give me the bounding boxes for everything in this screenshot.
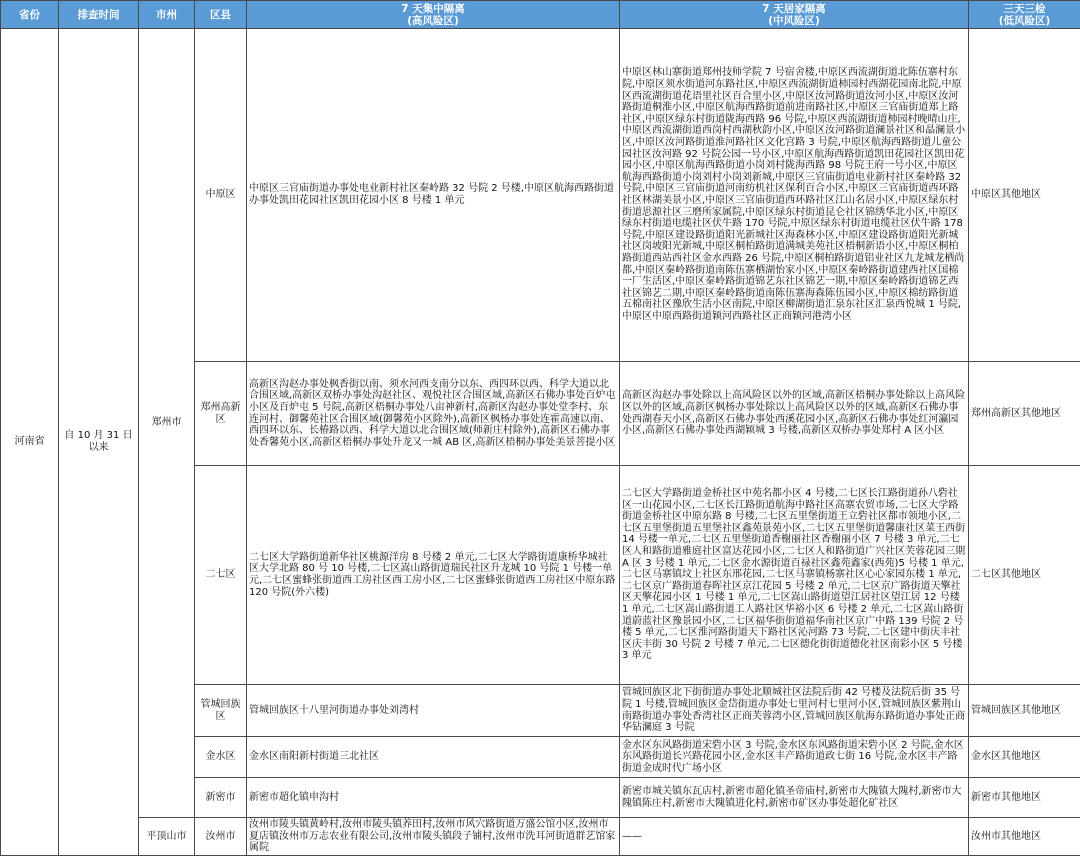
header-province: 省份 xyxy=(1,1,59,29)
low-risk-cell: 郑州高新区其他地区 xyxy=(969,362,1080,466)
header-high-line1: 7 天集中隔离 xyxy=(401,3,464,15)
district-cell: 新密市 xyxy=(195,778,247,818)
mid-risk-cell: 金水区东风路街道宋砦小区 3 号院,金水区东风路街道宋砦小区 2 号院,金水区东风路街道长兴路花园小区,金水区丰产路街道政七街 16 号院,金水区丰产路街道金成时代广场小区 xyxy=(620,737,969,778)
header-mid-risk xyxy=(620,1,969,29)
city-cell-zhengzhou: 郑州市 xyxy=(139,29,195,818)
table-row xyxy=(1,818,1080,856)
table-row xyxy=(1,29,1080,362)
header-time: 排查时间 xyxy=(59,1,139,29)
header-mid-line1: 7 天居家隔离 xyxy=(762,3,825,15)
header-low-line2: (低风险区) xyxy=(999,15,1051,27)
district-cell: 郑州高新区 xyxy=(195,362,247,466)
high-risk-cell: 新密市超化镇申沟村 xyxy=(247,778,620,818)
district-cell: 管城回族区 xyxy=(195,685,247,737)
district-cell: 金水区 xyxy=(195,737,247,778)
high-risk-cell: 金水区南阳新村街道三北社区 xyxy=(247,737,620,778)
header-district: 区县 xyxy=(195,1,247,29)
mid-risk-cell: 二七区大学路街道金桥社区中苑名都小区 4 号楼,二七区长江路街道孙八砦社区一山花园小区,二七区长江路街道航海中路社区高寨农贸市场,二七区大学路街道金桥社区中原东路 8 号楼,二七区五里堡街道王立砦社区都市领地小区,二七区五里堡街道五里堡社区鑫苑景苑小区,二七区五里堡街道馨康社区菜王西街 14 号楼一单元,二七区五里堡街道香榭丽社区香榭丽小区 7 号楼 3 单元,二七区人和路街道雅庭社区富达花园小区,二七区人和路街道广兴社区芙蓉花园三期 A 区 3 号楼 1 单元,二七区金水源街道百禄社区鑫苑鑫家(西苑)5 号楼 1 单元,二七区马寨镇坟上社区东邢花园,二七区马寨镇杨寨社区心心家园东楼 1 单元,二七区京广路街道春晖社区京江花园 5 号楼 2 单元,二七区京广路街道天擎社区天擎花园小区 1 号楼 1 单元,二七区嵩山路街道望江居社区望江居 12 号楼 1 单元,二七区嵩山路街道工人路社区华裕小区 6 号楼 2 单元,二七区嵩山路街道蔚蓝社区豫景园小区,二七区福华街街道福华南社区京广中路 139 号院 2 号楼 5 单元,二七区淮河路街道天下路社区沁河路 73 号院,二七区建中街庆丰社区庆丰街 30 号院 2 号楼 7 单元,二七区德化街街道德化社区南彩小区 5 号楼 3 单元 xyxy=(620,466,969,685)
header-mid-line2: (中风险区) xyxy=(768,15,820,27)
header-low-line1: 三天三检 xyxy=(1004,3,1046,15)
low-risk-cell: 中原区其他地区 xyxy=(969,29,1080,362)
high-risk-cell: 高新区沟赵办事处枫香街以南、须水河西支南分以东、西四环以西、科学大道以北合围区域,高新区双桥办事处沟赵社区、观悦社区合围区域,高新区石佛办事处百炉屯小区及百炉屯 5 号院,高新区梧桐办事处八亩神新村,高新区沟赵办事处堂李村、东连河村、御馨苑社区合围区域(御馨苑小区除外),高新区枫杨办事处连霍高速以南、西四环以东、长椿路以西、科学大道以北合围区域(师新庄村除外),高新区石佛办事处香馨苑小区,高新区梧桐办事处升龙又一城 AB 区,高新区梧桐办事处美景菩提小区 xyxy=(247,362,620,466)
district-cell: 汝州市 xyxy=(195,818,247,856)
low-risk-cell: 金水区其他地区 xyxy=(969,737,1080,778)
low-risk-cell: 管城回族区其他地区 xyxy=(969,685,1080,737)
high-risk-cell: 二七区大学路街道新华社区桃源洋房 8 号楼 2 单元,二七区大学路街道康桥华城社区大学北路 80 号 10 号楼,二七区嵩山路街道瑞民社区升龙城 10 号院 1 号楼一单元,二七区蜜蜂张街道西工房社区西工房小区,二七区蜜蜂张街道西工房社区中原东路 120 号院(外六楼) xyxy=(247,466,620,685)
low-risk-cell: 新密市其他地区 xyxy=(969,778,1080,818)
low-risk-cell: 汝州市其他地区 xyxy=(969,818,1080,856)
header-city: 市州 xyxy=(139,1,195,29)
mid-risk-cell: —— xyxy=(620,818,969,856)
district-cell: 中原区 xyxy=(195,29,247,362)
header-high-risk xyxy=(247,1,620,29)
mid-risk-cell: 管城回族区北下街街道办事处北顺城社区法院后街 42 号楼及法院后街 35 号院 1 号楼,管城回族区金岱街道办事处七里河村七里河小区,管城回族区紫荆山南路街道办事处香湾社区正商芙蓉湾小区,管城回族区航海东路街道办事处正商华钻澜庭 3 号院 xyxy=(620,685,969,737)
high-risk-cell: 汝州市陵头镇黄岭村,汝州市陵头镇养田村,汝州市风穴路街道万盛公馆小区,汝州市夏店镇汝州市万志农业有限公司,汝州市陵头镇段子铺村,汝州市洗耳河街道群艺馆家属院 xyxy=(247,818,620,856)
high-risk-cell: 管城回族区十八里河街道办事处刘湾村 xyxy=(247,685,620,737)
mid-risk-cell: 中原区林山寨街道郑州技师学院 7 号宿舍楼,中原区西流湖街道北陈伍寨村东院,中原区须水街道河东路社区,中原区西流湖街道柿园村西湖花园南北院,中原区西流湖街道花语里社区百合里小区,中原区汝河路街道汝河小区,中原区汝河路街道桐淮小区,中原区航海西路街道前进南路社区,中原区三官庙街道郑上路社区,中原区绿东村街道陇海西路 96 号院,中原区西流湖街道柿园村晚晴山庄,中原区西流湖街道西岗村西湖秋韵小区,中原区汝河路街道澜景社区和晶澜景小区,中原区汝河路街道淮河路社区文化宫路 3 号院,中原区航海西路街道儿童公园社区汝河路 92 号院公园一号小区,中原区航海西路街道凯田花园社区凯田花园小区,中原区航海西路街道小岗刘村陇海西路 98 号院王府一号小区,中原区航海西路街道小岗刘村小岗刘新城,中原区三官庙街道电业新村社区秦岭路 32 号院,中原区三官庙街道河南纺机社区保利百合小区,中原区三官庙街道西环路社区林湖美景小区,中原区三官庙街道西环路社区江山名居小区,中原区绿东村街道思源社区三磨所家属院,中原区绿东村街道昆仑社区锦绣华北小区,中原区绿东村街道电缆社区伏牛路 170 号院,中原区绿东村街道电缆社区伏牛路 178 号院,中原区建设路街道阳光新城社区海森林小区,中原区建设路街道阳光新城社区岗坡阳光新城,中原区桐柏路街道满城美苑社区梧桐新语小区,中原区桐柏路街道西站西社区金水西路 26 号院,中原区桐柏路街道铝业社区九龙城龙栖尚都,中原区秦岭路街道南陈伍寨栖湖怡家小区,中原区秦岭路街道建西社区国棉一厂生活区,中原区秦岭路街道锦艺东社区锦艺一期,中原区秦岭路街道锦艺西社区锦艺二期,中原区秦岭路街道南陈伍寨海森陈伍园小区,中原区棉纺路街道五棉南社区豫欣生活小区南院,中原区柳湖街道汇泉东社区汇泉西悦城 1 号院,中原区中原西路街道颖河西路社区正商颖河港湾小区 xyxy=(620,29,969,362)
mid-risk-cell: 高新区沟赵办事处除以上高风险区以外的区域,高新区梧桐办事处除以上高风险区以外的区域,高新区枫杨办事处除以上高风险区以外的区域,高新区石佛办事处西湖春天小区,高新区石佛办事处西溪花园小区,高新区石佛办事处红河瀛园小区,高新区石佛办事处西湖颖城 3 号楼,高新区双桥办事处郑村 A 区小区 xyxy=(620,362,969,466)
district-cell: 二七区 xyxy=(195,466,247,685)
city-cell-pingdingshan: 平顶山市 xyxy=(139,818,195,856)
header-row xyxy=(1,1,1080,29)
province-cell: 河南省 xyxy=(1,29,59,856)
header-high-line2: (高风险区) xyxy=(407,15,459,27)
time-cell: 自 10 月 31 日以来 xyxy=(59,29,139,856)
header-low-risk xyxy=(969,1,1080,29)
high-risk-cell: 中原区三官庙街道办事处电业新村社区秦岭路 32 号院 2 号楼,中原区航海西路街道办事处凯田花园社区凯田花园小区 8 号楼 1 单元 xyxy=(247,29,620,362)
low-risk-cell: 二七区其他地区 xyxy=(969,466,1080,685)
mid-risk-cell: 新密市城关镇东瓦店村,新密市超化镇圣帝庙村,新密市大隗镇大隗村,新密市大隗镇陈庄村,新密市大隗镇进化村,新密市矿区办事处超化矿社区 xyxy=(620,778,969,818)
